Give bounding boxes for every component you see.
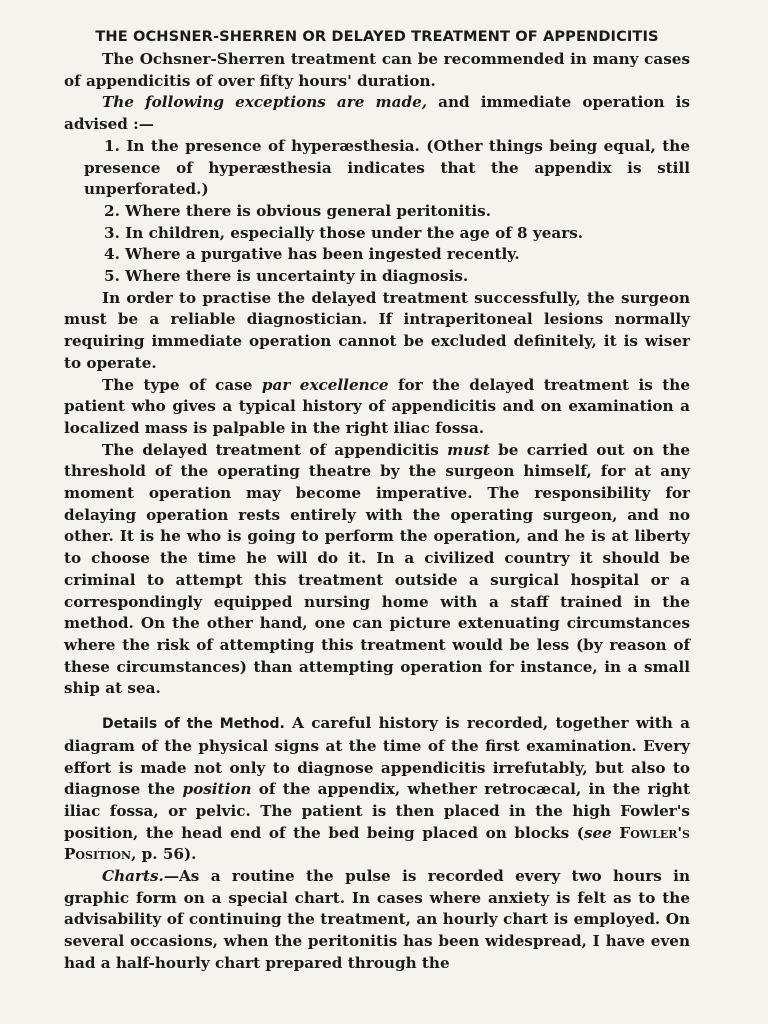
text-span: —As a routine the pulse is recorded every two hours in graphic form on a special chart. In cases where anxiety is felt as to the advisability of continuing the treatment, an hourly chart is employed. On several occasions, when the peritonitis has been widespread, I have even had a half-hourly chart prepared through the (64, 867, 690, 972)
emphasis-span: position (182, 780, 252, 799)
paragraph-details-of-method (64, 713, 690, 866)
list-item: 5. Where there is uncertainty in diagnosis. (104, 267, 469, 286)
text-span: for the delayed treatment is the patient who gives a typical history of appendicitis and on examination a localized mass is palpable in the right iliac fossa. (64, 375, 690, 437)
text-span: of the appendix, whether retrocæcal, in the right iliac fossa, or pelvic. The patient is then placed in the high Fowler's position, the head end of the bed being placed on blocks ( (64, 780, 690, 842)
page-title: THE OCHSNER-SHERREN OR DELAYED TREATMENT OF APPENDICITIS (95, 28, 659, 45)
list-item: 4. Where a purgative has been ingested recently. (104, 245, 520, 264)
list-item: 1. In the presence of hyperæsthesia. (Other things being equal, the presence of hyperæsthesia indicates that the appendix is still unperforated.) (84, 136, 690, 199)
list-item: 3. In children, especially those under the age of 8 years. (104, 223, 584, 242)
text-span: The type of case (102, 375, 262, 394)
cross-reference: Fowler's Position (64, 823, 691, 864)
text-span: be carried out on the threshold of the operating theatre by the surgeon himself, for at any moment operation may become imperative. The responsibility for delaying operation rests entirely with the operating surgeon, and no other. It is he who is going to perform the operation, and he is at liberty to choose the time he will do it. In a civilized country it should be criminal to attempt this treatment outside a surgical hospital or a correspondingly equipped nursing home with a staff trained in the method. On the other hand, one can picture extenuating circumstances where the risk of attempting this treatment would be less (by reason of these circumstances) than attempting operation for instance, in a small ship at sea. (64, 440, 690, 698)
paragraph-diagnostician: In order to practise the delayed treatment successfully, the surgeon must be a reliable diagnostician. If intraperitoneal lesions normally requiring immediate operation cannot be excluded definitely, it is wiser to operate. (64, 288, 690, 372)
exceptions-emphasis: The following exceptions are made, (102, 93, 428, 112)
emphasis-span: see (583, 823, 612, 842)
paragraph-exceptions (64, 92, 690, 135)
text-span: , p. 56). (131, 845, 197, 864)
text-span: The delayed treatment of appendicitis (102, 440, 448, 459)
list-item: 2. Where there is obvious general peritonitis. (104, 201, 492, 220)
section-heading: Details of the Method. (102, 716, 285, 733)
paragraph-type-of-case (64, 375, 690, 440)
emphasis-span: par excellence (261, 375, 389, 394)
paragraph-charts (64, 866, 690, 975)
text-span: A careful history is recorded, together with a diagram of the physical signs at the time of the first examination. Every effort is made not only to diagnose appendicitis irrefutably, but also to diagnose the (64, 714, 690, 799)
paragraph-intro: The Ochsner-Sherren treatment can be recommended in many cases of appendicitis of over fifty hours' duration. (64, 50, 690, 90)
section-gap (64, 700, 690, 713)
emphasis-span: must (447, 440, 490, 459)
paragraph-responsibility (64, 440, 690, 700)
exceptions-text: and immediate operation is advised :— (64, 93, 690, 134)
emphasis-span: Charts. (102, 867, 164, 886)
